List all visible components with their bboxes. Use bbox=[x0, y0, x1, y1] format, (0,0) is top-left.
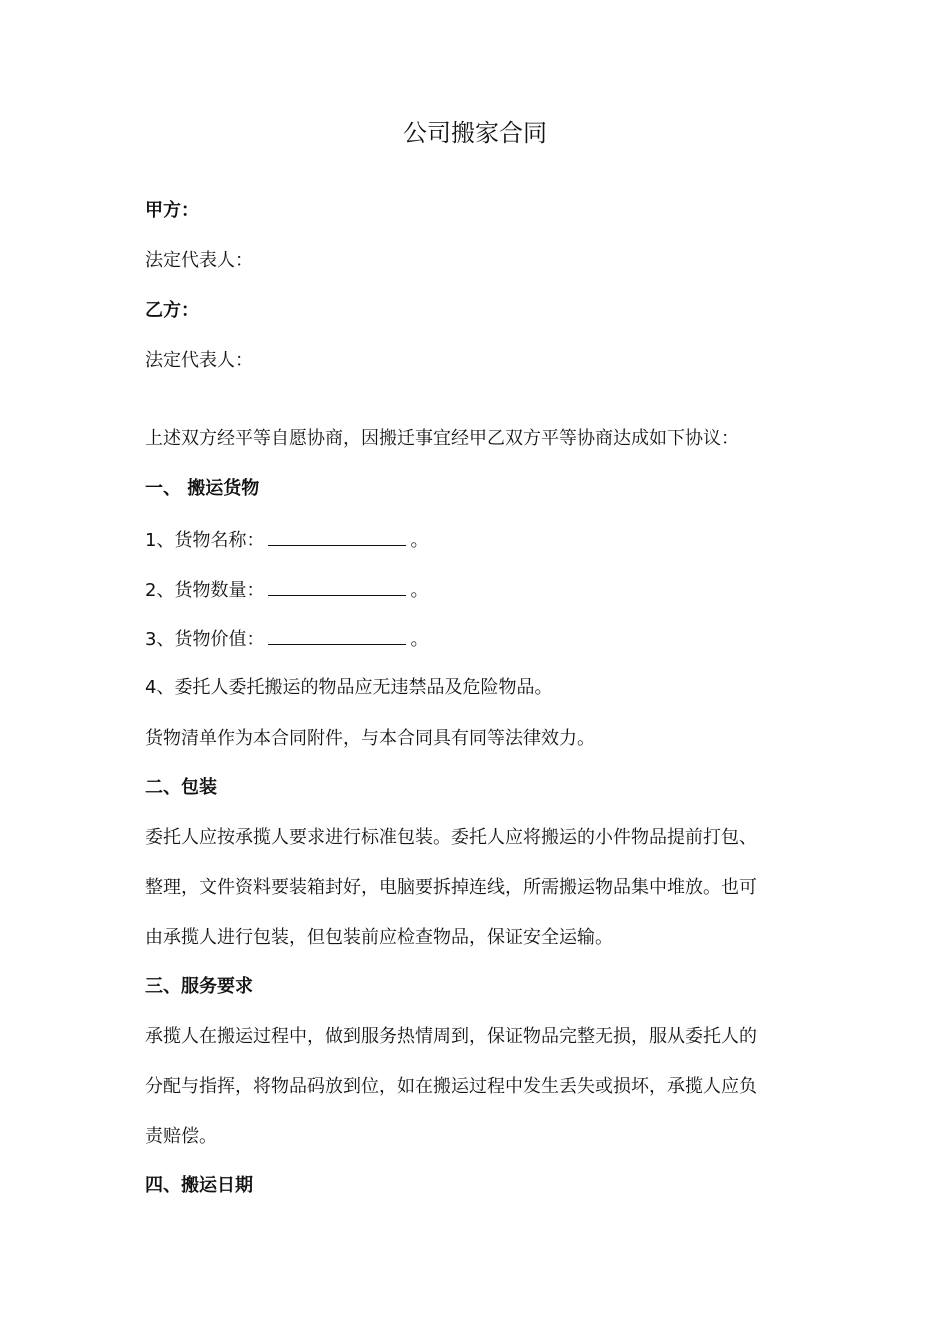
section-2-heading: 二、包装 bbox=[145, 777, 217, 798]
party-b-representative: 法定代表人： bbox=[145, 350, 253, 371]
goods-name-label: 1、货物名称： bbox=[145, 530, 265, 551]
preamble: 上述双方经平等自愿协商，因搬迁事宜经甲乙双方平等协商达成如下协议： bbox=[145, 428, 739, 449]
section-3-line: 承揽人在搬运过程中，做到服务热情周到，保证物品完整无损，服从委托人的 bbox=[145, 1026, 757, 1047]
goods-value-row bbox=[145, 624, 805, 653]
section-4-heading: 四、搬运日期 bbox=[145, 1175, 253, 1196]
section-3-heading: 三、服务要求 bbox=[145, 976, 253, 997]
section-3-line: 分配与指挥，将物品码放到位，如在搬运过程中发生丢失或损坏，承揽人应负 bbox=[145, 1076, 757, 1097]
goods-quantity-blank bbox=[268, 575, 406, 596]
section-3-line: 责赔偿。 bbox=[145, 1126, 217, 1147]
party-a-representative: 法定代表人： bbox=[145, 250, 253, 271]
goods-quantity-row bbox=[145, 575, 805, 604]
goods-quantity-end: 。 bbox=[410, 580, 429, 601]
party-a-label: 甲方： bbox=[145, 200, 199, 221]
goods-list-note: 货物清单作为本合同附件，与本合同具有同等法律效力。 bbox=[145, 728, 595, 749]
document-title: 公司搬家合同 bbox=[403, 119, 547, 147]
goods-value-blank bbox=[268, 624, 406, 645]
goods-name-row bbox=[145, 525, 805, 554]
party-b-label: 乙方： bbox=[145, 300, 199, 321]
section-2-line: 由承揽人进行包装，但包装前应检查物品，保证安全运输。 bbox=[145, 927, 613, 948]
section-2-line: 整理，文件资料要装箱封好，电脑要拆掉连线，所需搬运物品集中堆放。也可 bbox=[145, 877, 757, 898]
goods-value-end: 。 bbox=[410, 629, 429, 650]
goods-name-blank bbox=[268, 525, 406, 546]
goods-quantity-label: 2、货物数量： bbox=[145, 580, 265, 601]
goods-item-4: 4、委托人委托搬运的物品应无违禁品及危险物品。 bbox=[145, 677, 553, 698]
section-1-heading: 一、 搬运货物 bbox=[145, 478, 260, 499]
goods-value-label: 3、货物价值： bbox=[145, 629, 265, 650]
section-2-line: 委托人应按承揽人要求进行标准包装。委托人应将搬运的小件物品提前打包、 bbox=[145, 827, 757, 848]
goods-name-end: 。 bbox=[410, 530, 429, 551]
